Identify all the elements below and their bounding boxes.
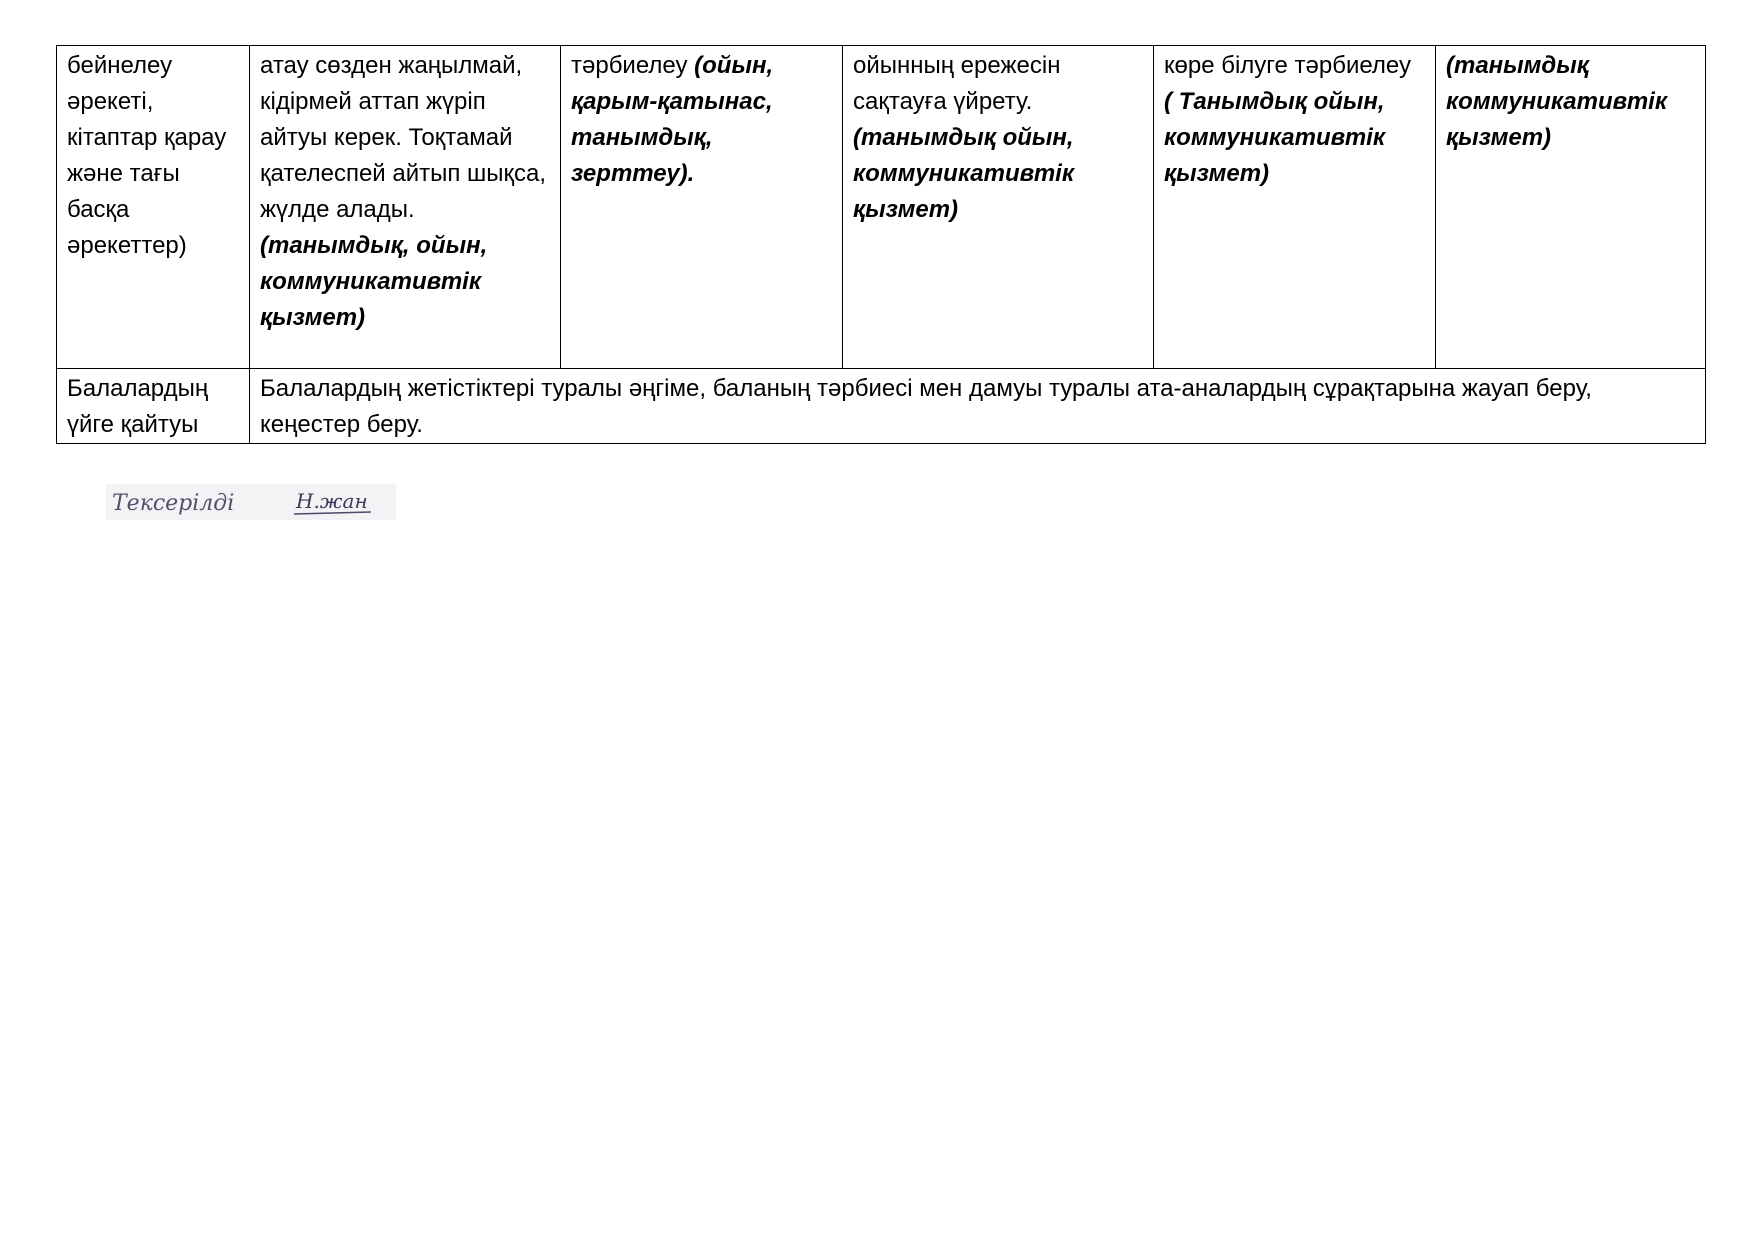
table-cell [1436, 46, 1706, 369]
table-cell [57, 46, 250, 369]
cell-text: тәрбиелеу [571, 52, 688, 79]
table-cell [561, 46, 843, 369]
table-cell [250, 46, 561, 369]
cell-text: бейнелеу әрекеті, кітаптар қарау және тағы басқа әрекеттер) [67, 52, 227, 259]
cell-emphasis: (танымдық, ойын, коммуникативтік қызмет) [260, 232, 488, 331]
cell-text: ойынның ережесін сақтауға үйрету. [853, 52, 1061, 115]
cell-emphasis: (ойын, қарым-қатынас, танымдық, зерттеу). [571, 52, 774, 187]
row-label-cell [57, 369, 250, 444]
plan-table [56, 45, 1706, 444]
cell-text: атау сөзден жаңылмай, кідірмей аттап жүріп айтуы керек. Тоқтамай қателеспей айтып шықса, жүлде алады. [260, 52, 547, 223]
cell-text: көре білуге тәрбиелеу [1164, 52, 1412, 79]
signature-stamp [106, 478, 396, 522]
row-content: Балалардың жетістіктері туралы әңгіме, баланың тәрбиесі мен дамуы туралы ата-аналардың сұрақтарына жауап беру, кеңестер беру. [260, 375, 1592, 438]
table-row [57, 46, 1706, 369]
row-content-cell [250, 369, 1706, 444]
stamp-text: Тексерілді [112, 491, 235, 516]
table-cell [1154, 46, 1436, 369]
table-cell [843, 46, 1154, 369]
cell-emphasis: ( Танымдық ойын, коммуникативтік қызмет) [1164, 88, 1385, 187]
cell-emphasis: (танымдық ойын, коммуникативтік қызмет) [853, 124, 1074, 223]
table-row [57, 369, 1706, 444]
signature-text: Н.жан [296, 489, 368, 513]
row-label: Балалардың үйге қайтуы [67, 375, 209, 438]
cell-emphasis: (танымдық коммуникативтік қызмет) [1446, 52, 1667, 151]
